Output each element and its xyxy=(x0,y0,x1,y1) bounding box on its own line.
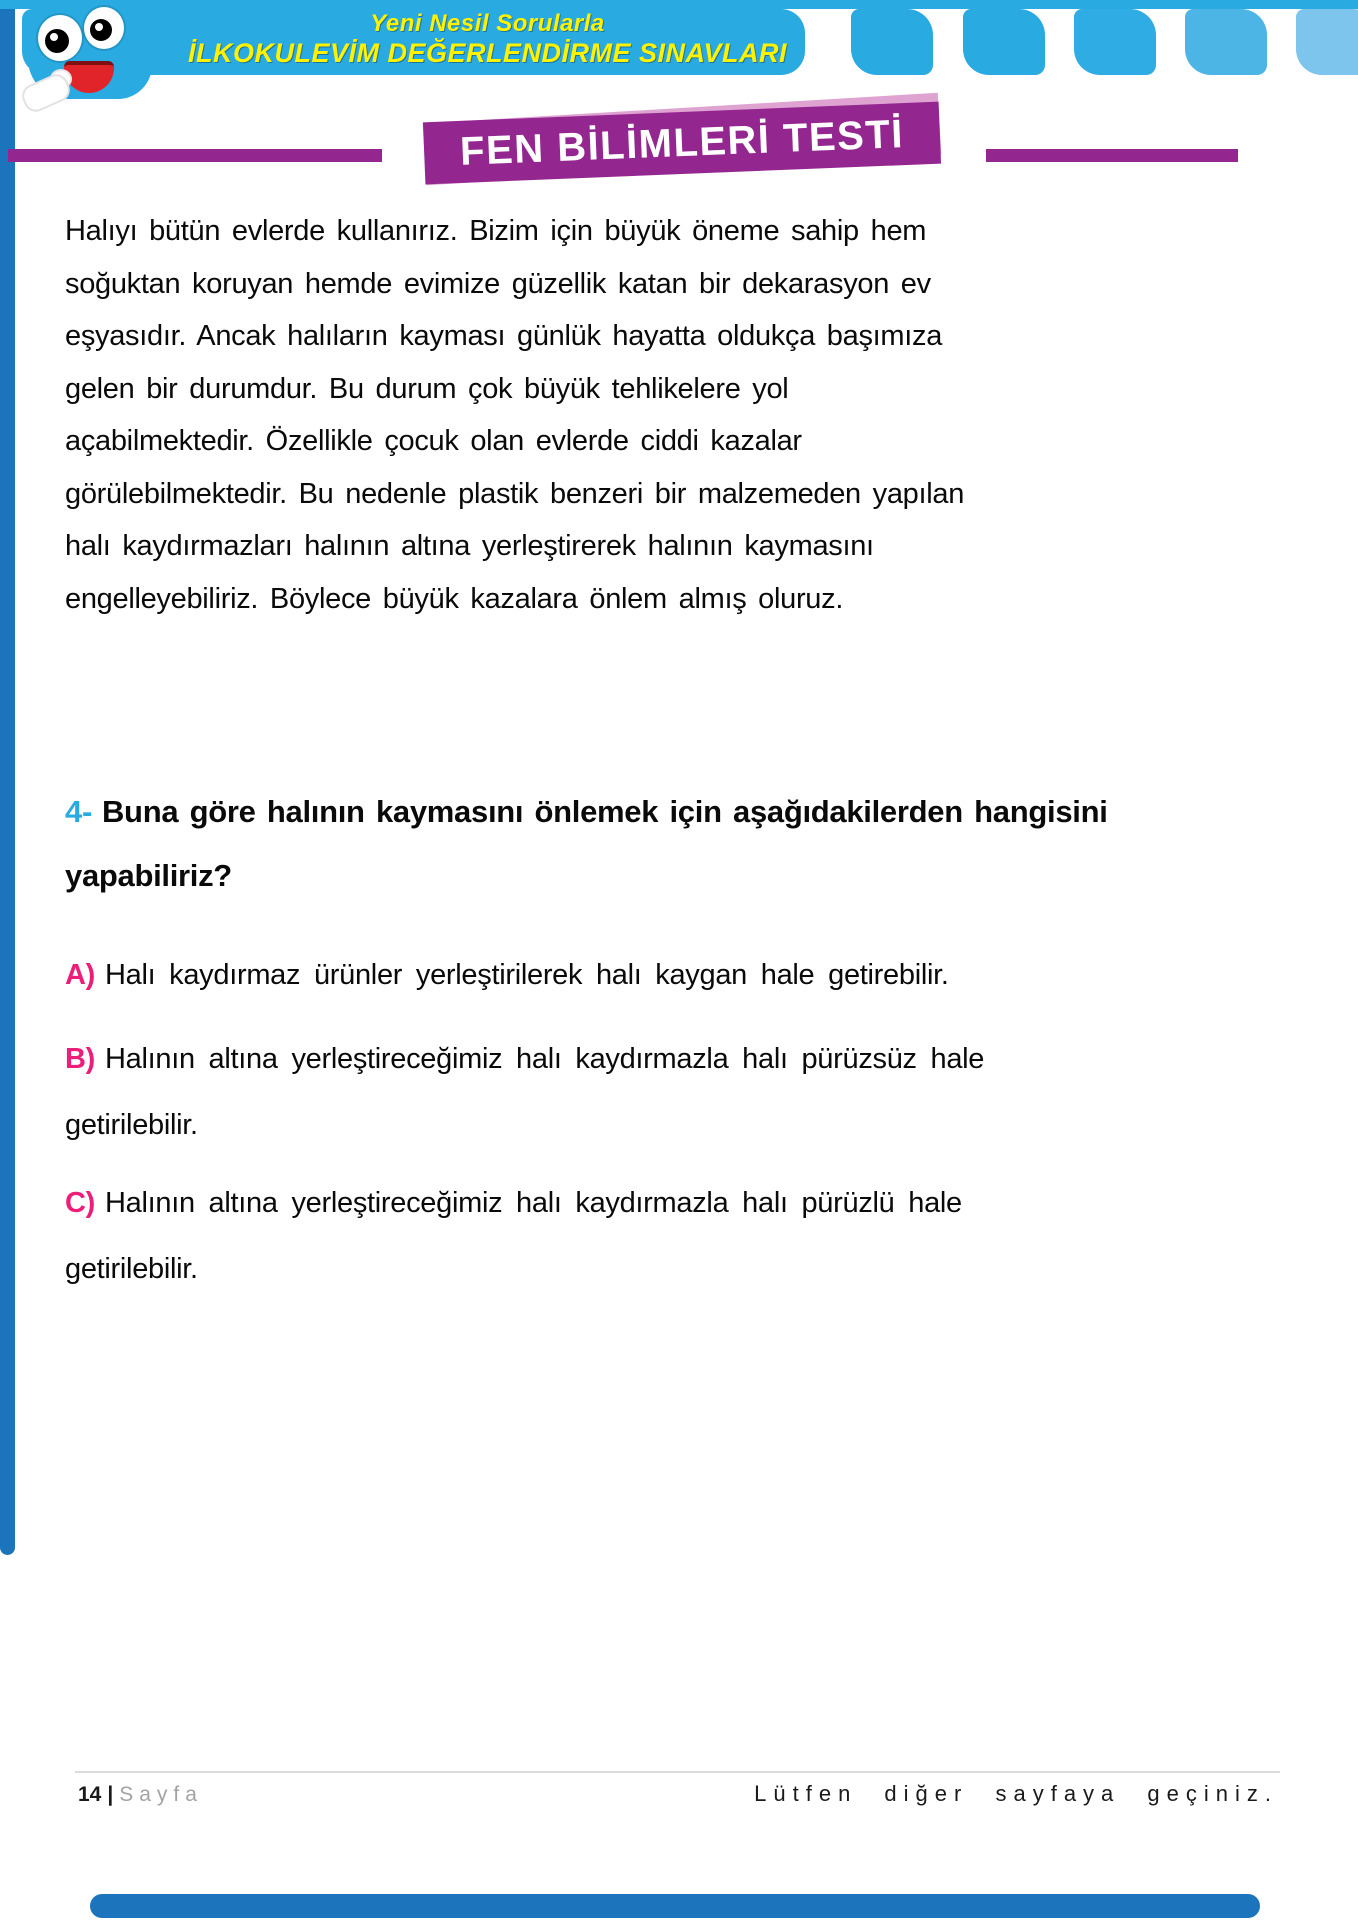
passage-line: eşyasıdır. Ancak halıların kayması günlük hayatta oldukça başımıza xyxy=(65,320,943,352)
passage-line: Halıyı bütün evlerde kullanırız. Bizim için büyük öneme sahip hem xyxy=(65,215,927,247)
footer-divider xyxy=(75,1771,1280,1773)
header-title-text: İLKOKULEVİM DEĞERLENDİRME SINAVLARI xyxy=(187,37,787,68)
header-square-4 xyxy=(1185,9,1267,75)
title-rule-right xyxy=(986,149,1238,162)
eye-glint xyxy=(50,33,58,41)
option-b-text: Halının altına yerleştireceğimiz halı kaydırmazla halı pürüzsüz hale xyxy=(105,1043,985,1075)
title-rule-left xyxy=(8,149,382,162)
question-line-1 xyxy=(65,780,1245,844)
section-banner xyxy=(423,102,941,185)
mascot-right-eye xyxy=(84,7,124,49)
passage-line: görülebilmektedir. Bu nedenle plastik benzeri bir malzemeden yapılan xyxy=(65,477,965,510)
option-a-text: Halı kaydırmaz ürünler yerleştirilerek halı kaygan hale getirebilir. xyxy=(105,959,949,991)
option-b-letter: B) xyxy=(65,1043,96,1075)
passage-line: gelen bir durumdur. Bu durum çok büyük tehlikelere yol xyxy=(65,372,789,405)
option-b-line-1 xyxy=(65,1026,1245,1092)
question-number: 4- xyxy=(65,794,92,829)
mascot-left-eye xyxy=(38,15,82,61)
header-subtitle-text: Yeni Nesil Sorularla xyxy=(370,10,605,37)
eye-glint xyxy=(95,23,103,31)
header-title xyxy=(185,10,790,74)
question-text: Buna göre halının kaymasını önlemek için aşağıdakilerden hangisini xyxy=(101,794,1108,829)
header-square-3 xyxy=(1074,9,1156,75)
passage xyxy=(65,205,1030,625)
left-border-bar xyxy=(0,9,15,1555)
option-c-line-2: getirilebilir. xyxy=(65,1253,198,1285)
footer-page-indicator xyxy=(78,1783,203,1807)
header-square-2 xyxy=(963,9,1045,75)
page-label: Sayfa xyxy=(119,1783,203,1806)
mascot-character xyxy=(16,1,176,113)
header-square-1 xyxy=(851,9,933,75)
question-4 xyxy=(65,780,1245,908)
passage-line: soğuktan koruyan hemde evimize güzellik katan bir dekarasyon ev xyxy=(65,267,931,300)
question-line-2: yapabiliriz? xyxy=(65,858,232,893)
footer-separator: | xyxy=(107,1783,114,1806)
passage-line: engelleyebiliriz. Böylece büyük kazalara önlem almış oluruz. xyxy=(65,582,844,615)
option-b xyxy=(65,1026,1245,1158)
footer-next-page-note: Lütfen diğer sayfaya geçiniz. xyxy=(754,1781,1278,1806)
header-square-5 xyxy=(1296,9,1358,75)
top-border-bar xyxy=(0,0,1358,9)
option-a xyxy=(65,942,1245,1008)
section-title: FEN BİLİMLERİ TESTİ xyxy=(459,111,905,174)
option-c xyxy=(65,1170,1245,1302)
option-c-text: Halının altına yerleştireceğimiz halı kaydırmazla halı pürüzlü hale xyxy=(105,1187,962,1219)
option-c-letter: C) xyxy=(65,1187,96,1219)
option-c-line-1 xyxy=(65,1170,1245,1236)
bottom-border-bar xyxy=(90,1894,1260,1918)
passage-line: halı kaydırmazları halının altına yerleştirerek halının kaymasını xyxy=(65,530,874,562)
passage-line: açabilmektedir. Özellikle çocuk olan evlerde ciddi kazalar xyxy=(65,425,802,457)
page-number: 14 xyxy=(78,1783,102,1806)
mascot-left-pupil xyxy=(45,29,69,53)
option-a-line-1 xyxy=(65,942,1245,1008)
option-a-letter: A) xyxy=(65,959,96,991)
mascot-right-pupil xyxy=(90,19,112,41)
option-b-line-2: getirilebilir. xyxy=(65,1109,198,1141)
